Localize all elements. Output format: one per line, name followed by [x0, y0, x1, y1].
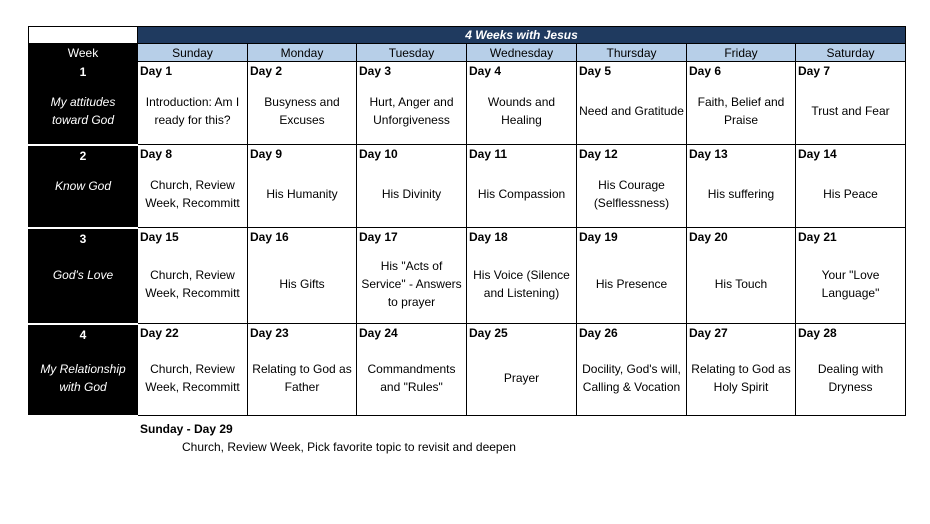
week-number: 3	[79, 231, 87, 246]
day-cell	[467, 228, 577, 324]
day-cell	[577, 324, 687, 416]
week-row	[29, 62, 906, 145]
day-label: Day 7	[798, 64, 831, 78]
day-cell	[467, 145, 577, 228]
day-topic	[579, 244, 684, 323]
day-label: Day 2	[250, 64, 283, 78]
day-cell	[138, 324, 248, 416]
day-header-tuesday: Tuesday	[357, 44, 467, 62]
day-topic-text: His Peace	[823, 187, 878, 201]
day-topic	[579, 78, 684, 144]
day-cell	[577, 62, 687, 145]
day-cell	[138, 228, 248, 324]
week-label-cell	[29, 62, 138, 145]
day-topic-text: Church, Review Week, Recommitt	[145, 361, 240, 394]
table-title: 4 Weeks with Jesus	[138, 27, 906, 44]
day-topic	[798, 78, 903, 144]
day-topic-text: His Compassion	[477, 187, 566, 201]
day-topic	[140, 244, 245, 323]
day-topic	[359, 78, 464, 144]
day-topic-text: Wounds and Healing	[487, 95, 556, 127]
day-topic	[140, 161, 245, 227]
day-topic-text: His suffering	[707, 187, 775, 201]
day-cell	[248, 62, 357, 145]
day-cell	[357, 62, 467, 145]
day-label: Day 25	[469, 326, 508, 340]
footer-heading: Sunday - Day 29	[140, 422, 233, 436]
day-topic-text: His Voice (Silence and Listening)	[473, 267, 570, 300]
day-topic	[798, 340, 903, 415]
day-cell	[248, 228, 357, 324]
day-header-friday: Friday	[687, 44, 796, 62]
week-label-cell	[29, 228, 138, 324]
week-title: My attitudes toward God	[50, 95, 116, 127]
schedule-grid	[28, 26, 906, 417]
day-label: Day 12	[579, 147, 618, 161]
day-topic-text: His "Acts of Service" - Answers to prayer	[361, 258, 462, 309]
day-topic-text: Docility, God's will, Calling & Vocation	[582, 361, 681, 394]
day-cell	[687, 62, 796, 145]
day-cell	[796, 145, 906, 228]
day-cell	[138, 145, 248, 228]
day-topic-text: Church, Review Week, Recommitt	[145, 178, 240, 210]
day-cell	[357, 228, 467, 324]
day-topic	[250, 340, 354, 415]
day-label: Day 1	[140, 64, 173, 78]
day-label: Day 24	[359, 326, 398, 340]
day-topic	[689, 78, 793, 144]
day-topic-text: Need and Gratitude	[579, 104, 684, 118]
day-topic-text: Prayer	[503, 370, 540, 385]
week-row	[29, 228, 906, 324]
day-cell	[248, 145, 357, 228]
day-topic-text: Busyness and Excuses	[264, 95, 340, 127]
day-topic-text: Your "Love Language"	[821, 267, 880, 300]
week-title: God's Love	[52, 267, 114, 282]
day-topic	[689, 161, 793, 227]
day-label: Day 19	[579, 230, 618, 244]
day-topic-text: Faith, Belief and Praise	[697, 95, 785, 127]
day-header-monday: Monday	[248, 44, 357, 62]
day-label: Day 26	[579, 326, 618, 340]
day-topic	[469, 340, 574, 415]
corner-cell	[29, 27, 138, 44]
day-topic	[469, 78, 574, 144]
day-cell	[687, 145, 796, 228]
day-topic	[469, 244, 574, 323]
day-topic-text: Church, Review Week, Recommitt	[145, 267, 240, 300]
day-topic	[359, 340, 464, 415]
day-topic-text: Hurt, Anger and Unforgiveness	[369, 95, 454, 127]
day-label: Day 18	[469, 230, 508, 244]
day-topic	[689, 340, 793, 415]
day-topic-text: His Presence	[595, 276, 668, 291]
day-cell	[138, 62, 248, 145]
day-cell	[687, 228, 796, 324]
week-label-cell	[29, 145, 138, 228]
day-cell	[467, 62, 577, 145]
week-number: 2	[79, 148, 87, 163]
day-label: Day 28	[798, 326, 837, 340]
day-cell	[577, 145, 687, 228]
day-cell	[357, 145, 467, 228]
day-topic-text: Relating to God as Holy Spirit	[691, 361, 791, 394]
day-label: Day 8	[140, 147, 173, 161]
day-cell	[796, 324, 906, 416]
day-label: Day 13	[689, 147, 728, 161]
day-label: Day 15	[140, 230, 179, 244]
schedule-table	[28, 26, 906, 417]
day-topic-text: His Courage (Selflessness)	[593, 178, 670, 210]
day-topic	[798, 161, 903, 227]
week-row	[29, 324, 906, 416]
day-topic	[250, 78, 354, 144]
day-label: Day 20	[689, 230, 728, 244]
day-label: Day 17	[359, 230, 398, 244]
day-label: Day 27	[689, 326, 728, 340]
day-topic	[250, 161, 354, 227]
day-topic-text: His Divinity	[381, 187, 442, 201]
day-topic-text: Commandments and "Rules"	[367, 361, 456, 394]
day-cell	[796, 62, 906, 145]
day-topic-text: His Humanity	[266, 187, 338, 201]
day-topic-text: Trust and Fear	[811, 104, 890, 118]
day-topic	[579, 340, 684, 415]
day-topic-text: His Gifts	[279, 276, 325, 291]
week-number: 1	[79, 65, 87, 79]
day-topic-text: Introduction: Am I ready for this?	[145, 95, 240, 127]
day-cell	[357, 324, 467, 416]
day-topic-text: Dealing with Dryness	[817, 361, 884, 394]
day-label: Day 16	[250, 230, 289, 244]
day-topic	[798, 244, 903, 323]
day-cell	[577, 228, 687, 324]
day-label: Day 22	[140, 326, 179, 340]
day-header-saturday: Saturday	[796, 44, 906, 62]
day-topic	[359, 244, 464, 323]
day-topic	[359, 161, 464, 227]
week-title: My Relationship with God	[40, 361, 126, 394]
week-title: Know God	[54, 178, 112, 193]
day-label: Day 3	[359, 64, 392, 78]
day-cell	[796, 228, 906, 324]
day-topic	[469, 161, 574, 227]
day-header-wednesday: Wednesday	[467, 44, 577, 62]
day-label: Day 23	[250, 326, 289, 340]
day-topic	[140, 340, 245, 415]
day-label: Day 14	[798, 147, 837, 161]
footer-text: Church, Review Week, Pick favorite topic to revisit and deepen	[182, 440, 516, 454]
week-column-header: Week	[29, 44, 138, 62]
day-cell	[687, 324, 796, 416]
week-row	[29, 145, 906, 228]
day-label: Day 21	[798, 230, 837, 244]
day-topic	[689, 244, 793, 323]
day-label: Day 5	[579, 64, 612, 78]
day-topic-text: Relating to God as Father	[252, 361, 352, 394]
day-cell	[467, 324, 577, 416]
day-topic	[250, 244, 354, 323]
day-cell	[248, 324, 357, 416]
week-label-cell	[29, 324, 138, 416]
day-label: Day 9	[250, 147, 283, 161]
day-label: Day 6	[689, 64, 722, 78]
day-header-sunday: Sunday	[138, 44, 248, 62]
day-topic-text: His Touch	[714, 276, 768, 291]
day-header-thursday: Thursday	[577, 44, 687, 62]
day-label: Day 4	[469, 64, 502, 78]
week-number: 4	[79, 327, 87, 342]
day-topic	[140, 78, 245, 144]
day-label: Day 11	[469, 147, 508, 161]
day-topic	[579, 161, 684, 227]
day-label: Day 10	[359, 147, 398, 161]
